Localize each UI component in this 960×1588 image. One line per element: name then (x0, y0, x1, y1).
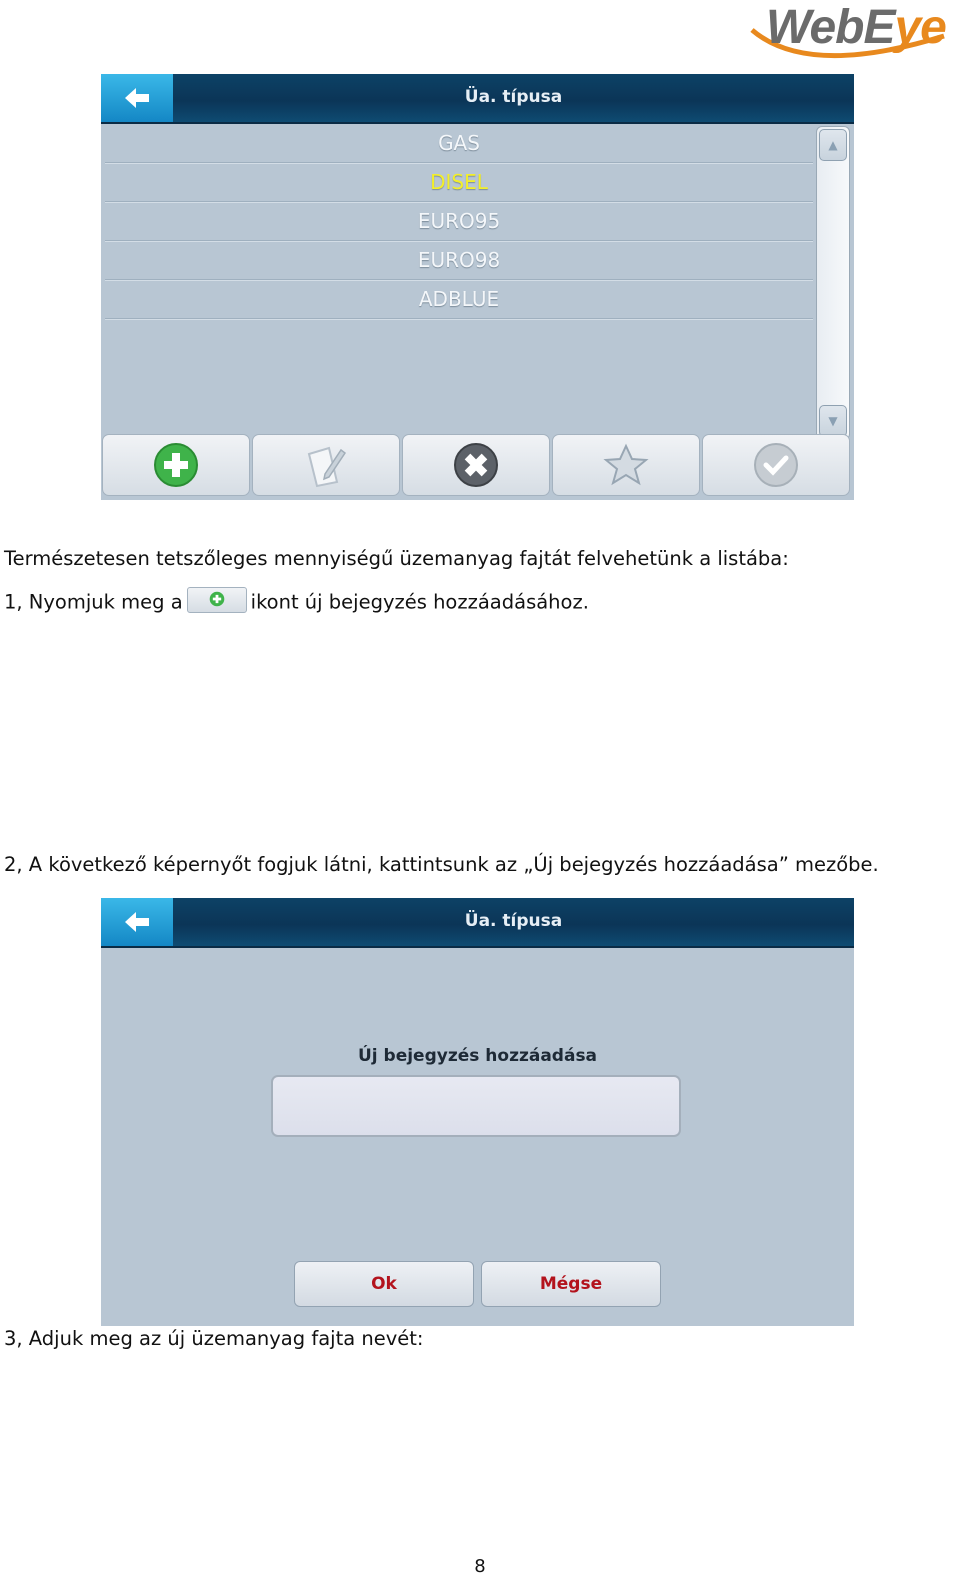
delete-button[interactable] (402, 434, 550, 496)
favorite-icon (603, 442, 649, 488)
toolbar (101, 434, 854, 500)
cancel-button[interactable]: Mégse (481, 1261, 661, 1307)
add-button[interactable] (102, 434, 250, 496)
paragraph-intro: Természetesen tetszőleges mennyiségű üzemanyag fajtát felvehetünk a listába: (4, 547, 789, 570)
scroll-up-button[interactable] (819, 129, 847, 161)
list-item[interactable]: EURO98 (105, 241, 813, 280)
list-item[interactable]: ADBLUE (105, 280, 813, 319)
paragraph-step3: 3, Adjuk meg az új üzemanyag fajta nevét: (4, 1327, 424, 1350)
add-entry-screen (101, 898, 854, 1326)
chevron-down-icon: ▼ (828, 414, 838, 428)
back-button[interactable] (101, 74, 173, 122)
screen-title: Üa. típusa (464, 87, 563, 107)
list-item[interactable]: GAS (105, 124, 813, 163)
inline-add-button-image (187, 587, 247, 613)
favorite-button[interactable] (552, 434, 700, 496)
fuel-type-list-screen (101, 74, 854, 500)
new-entry-label: Új bejegyzés hozzáadása (357, 1046, 598, 1066)
back-arrow-icon (123, 86, 151, 110)
webeye-logo (748, 0, 948, 72)
ok-button[interactable]: Ok (294, 1261, 474, 1307)
edit-button[interactable] (252, 434, 400, 496)
paragraph-step2: 2, A következő képernyőt fogjuk látni, kattintsunk az „Új bejegyzés hozzáadása” mezőbe. (4, 853, 879, 876)
new-entry-input[interactable] (271, 1075, 681, 1137)
delete-icon (453, 442, 499, 488)
list-item-selected[interactable]: DISEL (105, 163, 813, 202)
back-arrow-icon (123, 910, 151, 934)
fuel-type-list (105, 124, 813, 319)
logo-text-part2: ye (894, 1, 946, 54)
chevron-up-icon: ▲ (828, 138, 838, 152)
list-item[interactable]: EURO95 (105, 202, 813, 241)
step1-text-before: 1, Nyomjuk meg a (4, 590, 183, 614)
page-number: 8 (474, 1556, 486, 1577)
title-bar (101, 74, 854, 124)
confirm-button[interactable] (702, 434, 850, 496)
title-bar (101, 898, 854, 948)
step1-text-after: ikont új bejegyzés hozzáadásához. (250, 590, 589, 614)
screen-title: Üa. típusa (464, 911, 563, 931)
back-button[interactable] (101, 898, 173, 946)
logo-text-part1: WebE (766, 1, 895, 54)
scroll-down-button[interactable] (819, 405, 847, 437)
add-icon (209, 591, 225, 607)
edit-icon (303, 442, 349, 488)
confirm-icon (753, 442, 799, 488)
add-icon (153, 442, 199, 488)
scrollbar[interactable] (816, 126, 850, 440)
paragraph-step1 (4, 590, 589, 616)
